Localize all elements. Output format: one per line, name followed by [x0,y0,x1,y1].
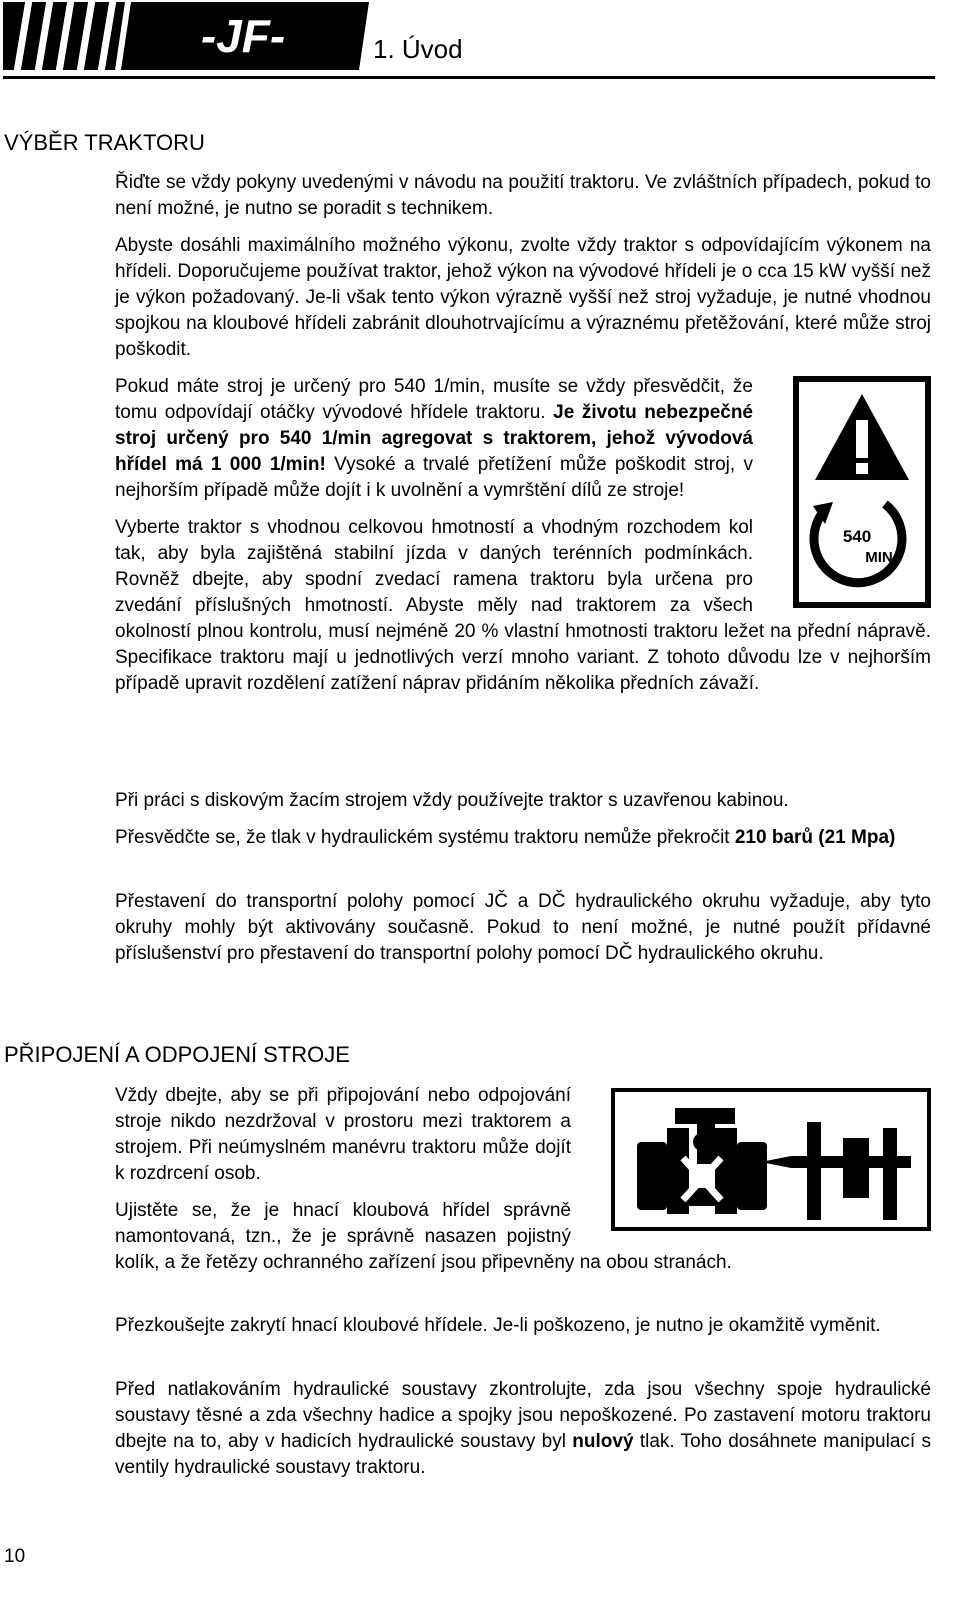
svg-text:-JF-: -JF- [200,10,286,62]
jf-logo [3,2,371,70]
warning-540-sign [793,376,931,608]
crush-hazard-sign [611,1088,931,1231]
zero-pressure: nulový [572,1431,634,1452]
pressure-limit: 210 barů (21 Mpa) [734,827,896,848]
attach-p2: Ujistěte se, že je hnací kloubová hřídel správně namontovaná, tzn., že je správně nasazen pojistný kolík, a že řetězy ochranného zařízení jsou připevněny na obou stranách. [115,1200,732,1273]
p4-text: Vyberte traktor s vhodnou celkovou hmotností a vhodným rozchodem kol tak, aby byla zajištěná stabilní jízda v daných terénních podmínkách. Rovněž dbejte, aby spodní zvedací ramena traktoru byla určena pro zvedání příslušných hmotností. Abyste měly nad traktorem za všech okolností plnou kontrolu, musí nejméně 20 % vlastní hmotnosti traktoru ležet na přední nápravě. Specifikace traktoru mají u jednotlivých verzí mnoho variant. Z tohoto důvodu lze v nejhorším případě upravit rozdělení zatížení náprav přidáním několika předních závaží. [115,517,931,694]
paragraph: Přesvědčte se, že tlak v hydraulickém systému traktoru nemůže překročit 210 barů (21 Mpa) [115,827,896,848]
p3-text: Pokud máte stroj je určený pro 540 1/min, musíte se vždy přesvědčit, že tomu odpovídají otáčky vývodové hřídele traktoru. [115,376,753,423]
paragraph: Abyste dosáhli maximálního možného výkonu, zvolte vždy traktor s odpovídajícím výkonem na hřídeli. Doporučujeme používat traktor, jehož výkon na vývodové hřídeli je o cca 15 kW vyšší než je výkon požadovaný. Je-li však tento výkon výrazně vyšší než stroj vyžaduje, je nutné vhodnou spojkou na kloubové hřídeli zabránit dlouhotrvajícímu a výraznému přetěžování, které může stroj poškodit. [115,235,931,360]
paragraph: Při práci s diskovým žacím strojem vždy používejte traktor s uzavřenou kabinou. [115,790,789,811]
paragraph-block-attach [115,1083,931,1276]
svg-text:540: 540 [842,527,872,546]
paragraph: Přestavení do transportní polohy pomocí JČ a DČ hydraulického okruhu vyžaduje, aby tyto okruhy mohly být aktivovány současně. Pokud to není možné, je nutné použít přídavné příslušenství pro přestavení do transportní polohy pomocí DČ hydraulického okruhu. [115,891,931,964]
tractor-rear-icon [637,1108,767,1214]
paragraph-block-540 [115,374,931,697]
chapter-title: 1. Úvod [373,34,463,64]
header-rule [3,76,935,79]
p3-bold-warning: Je životu nebezpečné stroj určený pro 540 1/min agregovat s traktorem, jehož vývodová hřídel má 1 000 1/min! [115,402,753,475]
section-heading-attach: PŘIPOJENÍ A ODPOJENÍ STROJE [4,1042,350,1067]
paragraph: Řiďte se vždy pokyny uvedenými v návodu na použití traktoru. Ve zvláštních případech, pokud to není možné, je nutno se poradit s technikem. [115,172,931,219]
page-number: 10 [4,1546,26,1567]
machine-icon [761,1122,911,1220]
page-header [0,0,960,84]
paragraph: Před natlakováním hydraulické soustavy zkontrolujte, zda jsou všechny spoje hydraulické soustavy těsné a zda všechny hadice a spojky jsou nepoškozené. Po zastavení motoru traktoru dbejte na to, aby v hadicích hydraulické soustavy byl nulový tlak. Toho dosáhnete manipulací s ventily hydraulické soustavy traktoru. [115,1379,931,1478]
warning-triangle-icon [815,394,909,480]
svg-text:MIN: MIN [865,549,893,566]
paragraph: Přezkoušejte zakrytí hnací kloubové hřídele. Je-li poškozeno, je nutno je okamžitě vyměnit. [115,1315,881,1336]
attach-p1: Vždy dbejte, aby se při připojování nebo odpojování stroje nikdo nezdržoval v prostoru mezi traktorem a strojem. Při neúmyslném manévru traktoru může dojít k rozdrcení osob. [115,1085,571,1184]
p3-text-end: Vysoké a trvalé přetížení může poškodit stroj, v nejhorším případě může dojít i k uvolnění a vymrštění dílů ze stroje! [115,454,753,501]
section-heading-tractor: VÝBĚR TRAKTORU [4,130,205,155]
